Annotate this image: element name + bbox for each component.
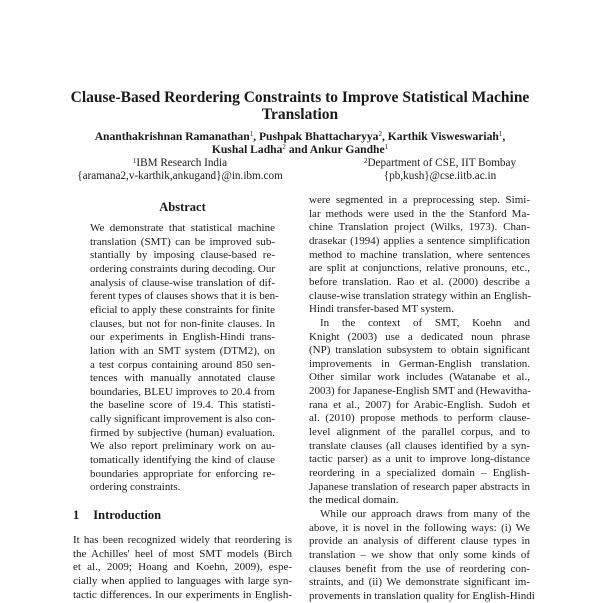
text-line: clause-wise translation strategy within an English- (309, 289, 532, 302)
author-separator: , (502, 130, 506, 143)
text-line: translation – we show that only some kinds of (309, 548, 530, 561)
paper-title-line-2: Translation (261, 106, 339, 123)
text-line: translation (SMT) can be improved sub- (90, 235, 275, 248)
text-line: We also report preliminary work on au- (90, 440, 275, 453)
section-heading-introduction (73, 508, 161, 523)
text-line: cally significant improvement is also con- (90, 413, 275, 426)
text-line: rana et al., 2007) for Arabic-English. Sudoh et (309, 398, 530, 411)
affiliation-2-email: {pb,kush}@cse.iitb.ac.in (383, 170, 497, 182)
affiliation-name: Department of CSE, IIT Bombay (367, 157, 517, 169)
affiliation-2 (325, 157, 555, 170)
text-line: the baseline score of 19.4. This statisti- (90, 399, 275, 412)
text-line: ferent types of clauses shows that it is ben- (90, 290, 279, 303)
author-name: Ankur Gandhe (309, 143, 385, 156)
text-line: tomatically identifying the kind of clause (90, 454, 275, 467)
text-line: stantially by imposing clause-based re- (90, 249, 275, 262)
author-name: Kushal Ladha (211, 143, 283, 156)
text-line: were segmented in a preprocessing step. Simi- (309, 194, 530, 206)
text-line: provide an analysis of different clause types in (309, 535, 530, 548)
text-line: (NP) translation subsystem to obtain significant (309, 344, 530, 357)
author-separator: , (381, 130, 388, 143)
text-line: tactic parser) as a unit to improve long-distance (309, 453, 530, 466)
author-affiliation-marker: 1 (249, 130, 254, 138)
text-line: ordering constraints during decoding. Our (90, 262, 275, 275)
author-affiliation-marker: 2 (378, 130, 382, 138)
author-affiliation-marker: 1 (498, 130, 503, 138)
text-line: are split at conjunctions, relative pronouns, etc., (309, 262, 530, 275)
text-line: firmed by subjective (human) evaluation. (90, 426, 275, 439)
text-line: clauses benefit from the use of reordering con- (309, 562, 530, 575)
text-line: Japanese translation of research paper abstracts in (309, 480, 530, 493)
text-line: tactic differences. In our experiments in English- (73, 588, 292, 601)
text-line: boundaries, BLEU improves to 20.4 from (90, 385, 275, 398)
text-line: eficial to apply these constraints for finite (90, 303, 275, 316)
authors-line-2 (0, 143, 600, 156)
affiliation-marker: 1 (132, 157, 137, 165)
section-number: 1 (73, 508, 80, 522)
text-line: al. (2010) propose methods to perform clause- (309, 412, 530, 425)
authors-line-1 (0, 130, 600, 143)
text-line: improvements in German-English translation. (309, 357, 530, 370)
text-line: lar methods were used in the the Stanford Ma- (309, 207, 530, 220)
text-line: boundaries appropriate for enforcing re- (90, 467, 275, 480)
text-line: the Achilles' heel of most SMT models (Birch (73, 547, 292, 560)
affiliation-marker: 2 (363, 157, 368, 165)
text-line: above, it is novel in the following ways: (i) We (309, 521, 530, 534)
author-name: Pushpak Bhattacharyya (258, 130, 379, 143)
author-separator: and (285, 143, 310, 156)
affiliation-1 (80, 157, 280, 170)
text-line: cially when applied to languages with large syn- (73, 574, 292, 587)
text-line: analysis of clause-wise translation of dif- (90, 276, 275, 289)
author-affiliation-marker: 1 (384, 143, 389, 151)
text-line: reordering in a specialized domain – English- (309, 467, 530, 479)
text-line: our experiments in English-Hindi trans- (90, 331, 275, 344)
text-line: Other similar work includes (Watanabe et al., (309, 371, 530, 384)
text-line: et al., 2009; Hoang and Koehn, 2009), espe- (73, 561, 292, 574)
text-line: lation with an SMT system (DTM2), on (90, 344, 275, 357)
text-line: In the context of SMT, Koehn and (320, 316, 530, 329)
section-title: Introduction (93, 508, 162, 522)
text-line: ordering constraints. (90, 481, 181, 494)
text-line: 2003) for Japanese-English SMT and (Hewavitha- (309, 385, 531, 398)
text-line: before translation. Rao et al. (2000) describe a (309, 275, 530, 288)
text-line: Knight (2003) use a dedicated noun phrase (309, 330, 530, 343)
text-line: provements in translation quality for English-Hindi (309, 589, 535, 602)
text-line: translate clauses (all clauses identified by a syn- (309, 439, 530, 452)
text-line: Hindi transfer-based MT system. (309, 303, 454, 316)
author-affiliation-marker: 2 (282, 143, 286, 151)
affiliation-name: IBM Research India (136, 157, 228, 169)
text-line: the medical domain. (309, 494, 399, 507)
author-name: Karthik Visweswariah (387, 130, 499, 143)
author-name: Ananthakrishnan Ramanathan (94, 130, 250, 143)
text-line: tences with manually annotated clause (90, 372, 275, 385)
text-line: While our approach draws from many of the (320, 507, 530, 520)
author-separator: , (253, 130, 259, 143)
text-line: We demonstrate that statistical machine (90, 222, 275, 234)
text-line: straints, and (ii) We demonstrate significant im- (309, 576, 530, 589)
text-line: a test corpus containing around 850 sen- (90, 358, 275, 371)
affiliation-1-email: {aramana2,v-karthik,ankugand}@in.ibm.com (77, 170, 283, 182)
abstract-heading: Abstract (159, 200, 206, 214)
paper-title-line-1: Clause-Based Reordering Constraints to Improve Statistical Machine (70, 89, 530, 106)
text-line: drasekar (1994) applies a sentence simplification (309, 234, 530, 247)
text-line: level alignment of the parallel corpus, and to (309, 426, 530, 439)
text-line: chine Translation project (Wilks, 1973). Chan- (309, 221, 530, 234)
text-line: method to machine translation, where sentences (309, 248, 530, 261)
text-line: It has been recognized widely that reordering is (73, 534, 292, 546)
text-line: clauses, but not for non-finite clauses. In (90, 317, 275, 330)
